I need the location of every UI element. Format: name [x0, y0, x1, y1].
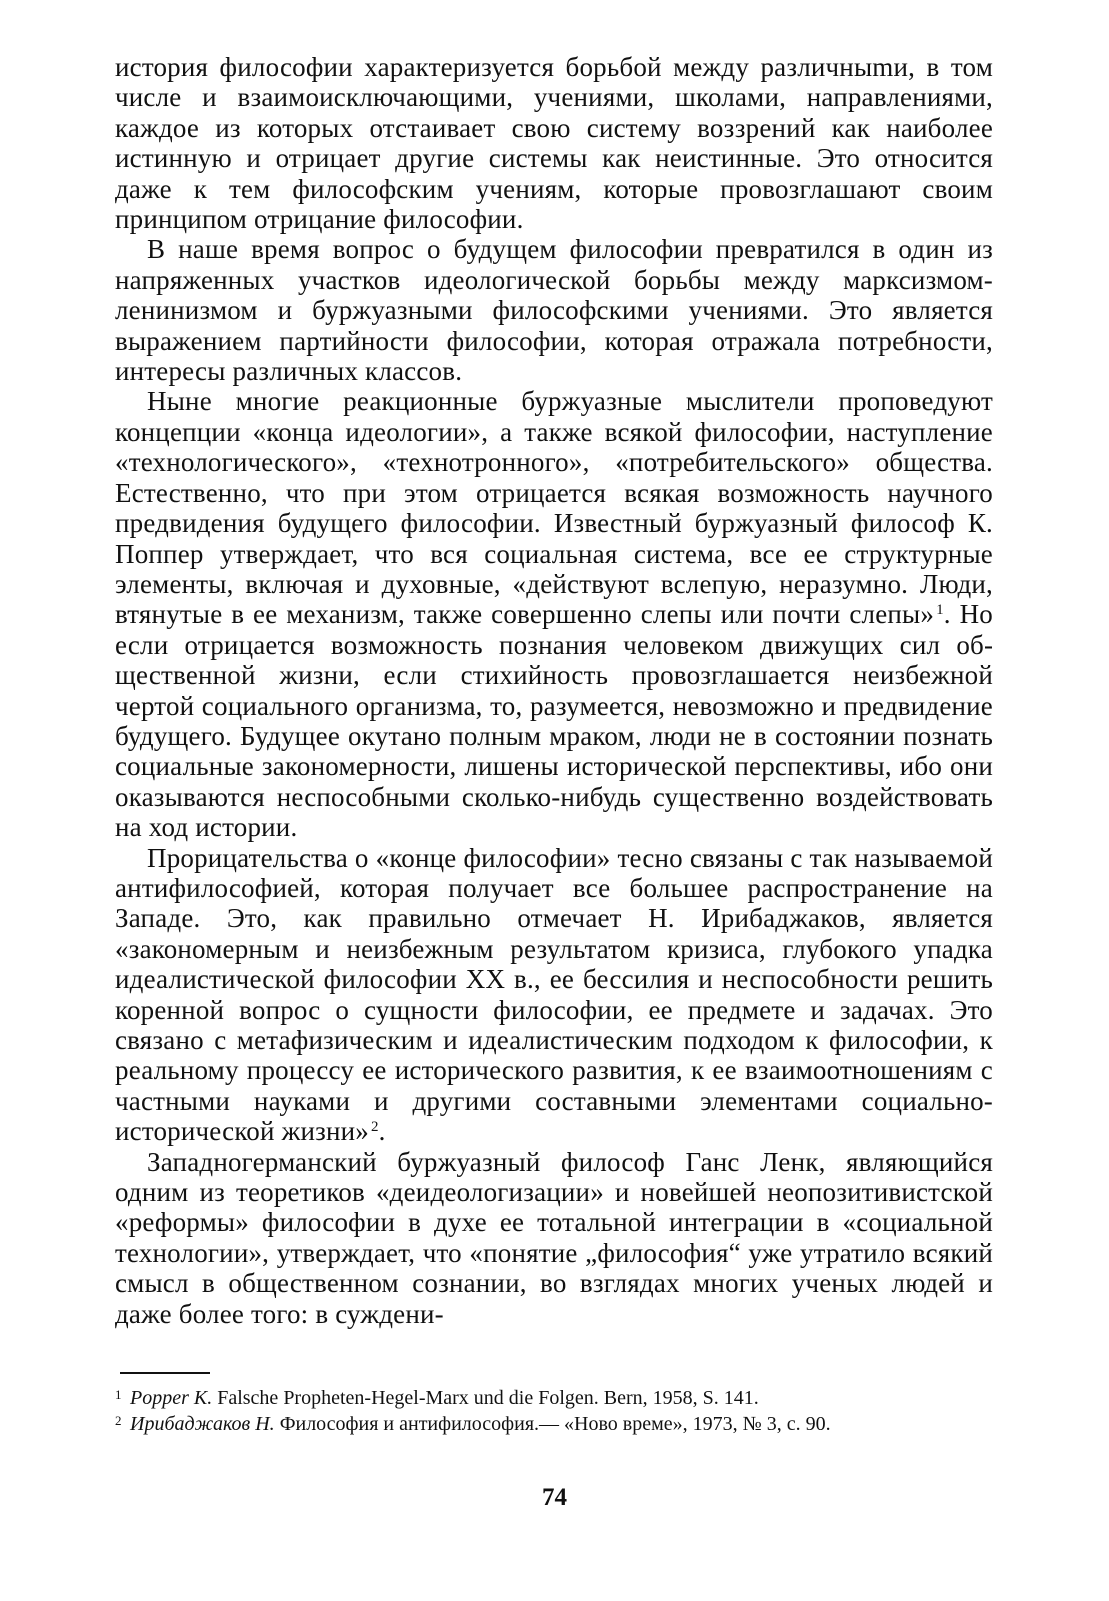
- footnote-author: Popper K.: [130, 1387, 213, 1409]
- footnote-reference[interactable]: 1: [936, 602, 944, 619]
- paragraph-text: Ныне многие реакционные буржуазные мыслители проповедуют концепции «конца идеологии», а также всякой философии, наступление «технологического», «технотронного», «потребительского» общества. Естественно, что при этом отрицается всякая возможность научного предвидения будущего философии. Известный буржуазный философ К. Поппер утверждает, что вся социальная система, все ее структурные элементы, включая и духовные, «действуют вслепую, неразумно. Люди, втянутые в ее механизм, также совершенно слепы или почти слепы»: [115, 386, 993, 630]
- footnote-author: Ирибаджаков Н.: [130, 1413, 275, 1435]
- footnote-number: 2: [115, 1413, 122, 1428]
- page-number: 74: [542, 1484, 567, 1511]
- paragraph: Западногерманский буржуазный философ Ганс Ленк, являющийся одним из теоретиков «деидеологизации» и новейшей неопозитивистской «реформы» философии в духе ее тотальной интеграции в «социальной технологии», утверждает, что «понятие „философия“ уже утратило всякий смысл в общественном сознании, во взглядах многих ученых людей и даже более того: в суждени-: [115, 1146, 993, 1329]
- footnote-item: [115, 1386, 993, 1412]
- paragraph: история философии характеризуется борьбой между различныmи, в том числе и взаимоисключающими, учениями, школами, направлениями, каждое из которых отстаивает свою систему воззрений как наиболее истинную и отрицает другие системы как неистинные. Это относится даже к тем философским учениям, которые провозглашают своим принципом отрицание философии.: [115, 52, 993, 235]
- footnote-item: [115, 1412, 993, 1438]
- paragraph-text: . Но если отрицается возможность познания человеком движущих сил общественной жизни, если стихийность провозглашается неизбежной чертой социального организма, то, разумеется, невозможно и предвидение будущего. Будущее окутано полным мраком, люди не в состоянии познать социальные закономерности, лишены исторической перспективы, ибо они оказываются неспособными сколько-нибудь существенно воздействовать на ход истории.: [115, 599, 993, 843]
- footnote-divider: [120, 1372, 210, 1374]
- footnotes: [115, 1386, 993, 1438]
- paragraph: [115, 386, 993, 842]
- footnote-text: [130, 1412, 993, 1436]
- footnote-number: 1: [115, 1387, 122, 1402]
- footnote-citation: Falsche Propheten-Hegel-Marx und die Folgen. Bern, 1958, S. 141.: [212, 1387, 759, 1409]
- footnote-citation: Философия и антифилософия.— «Ново време», 1973, № 3, с. 90.: [274, 1413, 831, 1435]
- main-text: [115, 52, 993, 1329]
- paragraph: [115, 843, 993, 1147]
- paragraph-text: .: [378, 1116, 386, 1147]
- footnote-reference[interactable]: 2: [370, 1119, 379, 1136]
- footnote-text: [130, 1386, 993, 1410]
- paragraph: В наше время вопрос о будущем философии превратился в один из напряженных участков идеологической борьбы между марксизмом-ленинизмом и буржуазными философскими учениями. Это является выражением партийности философии, которая отражала потребности, интересы различных классов.: [115, 234, 993, 387]
- paragraph-text: Прорицательства о «конце философии» тесно связаны с так называемой антифилософией, которая получает все большее распространение на Западе. Это, как правильно отмечает Н. Ирибаджаков, является «закономерным и неизбежным результатом кризиса, глубокого упадка идеалистической философии XX в., ее бессилия и неспособности решить коренной вопрос о сущности философии, ее предмете и задачах. Это связано с метафизическим и идеалистическим подходом к философии, к реальному процессу ее исторического развития, к ее взаимоотношениям с частными науками и другими составными элементами социально-исторической жизни»: [115, 842, 993, 1147]
